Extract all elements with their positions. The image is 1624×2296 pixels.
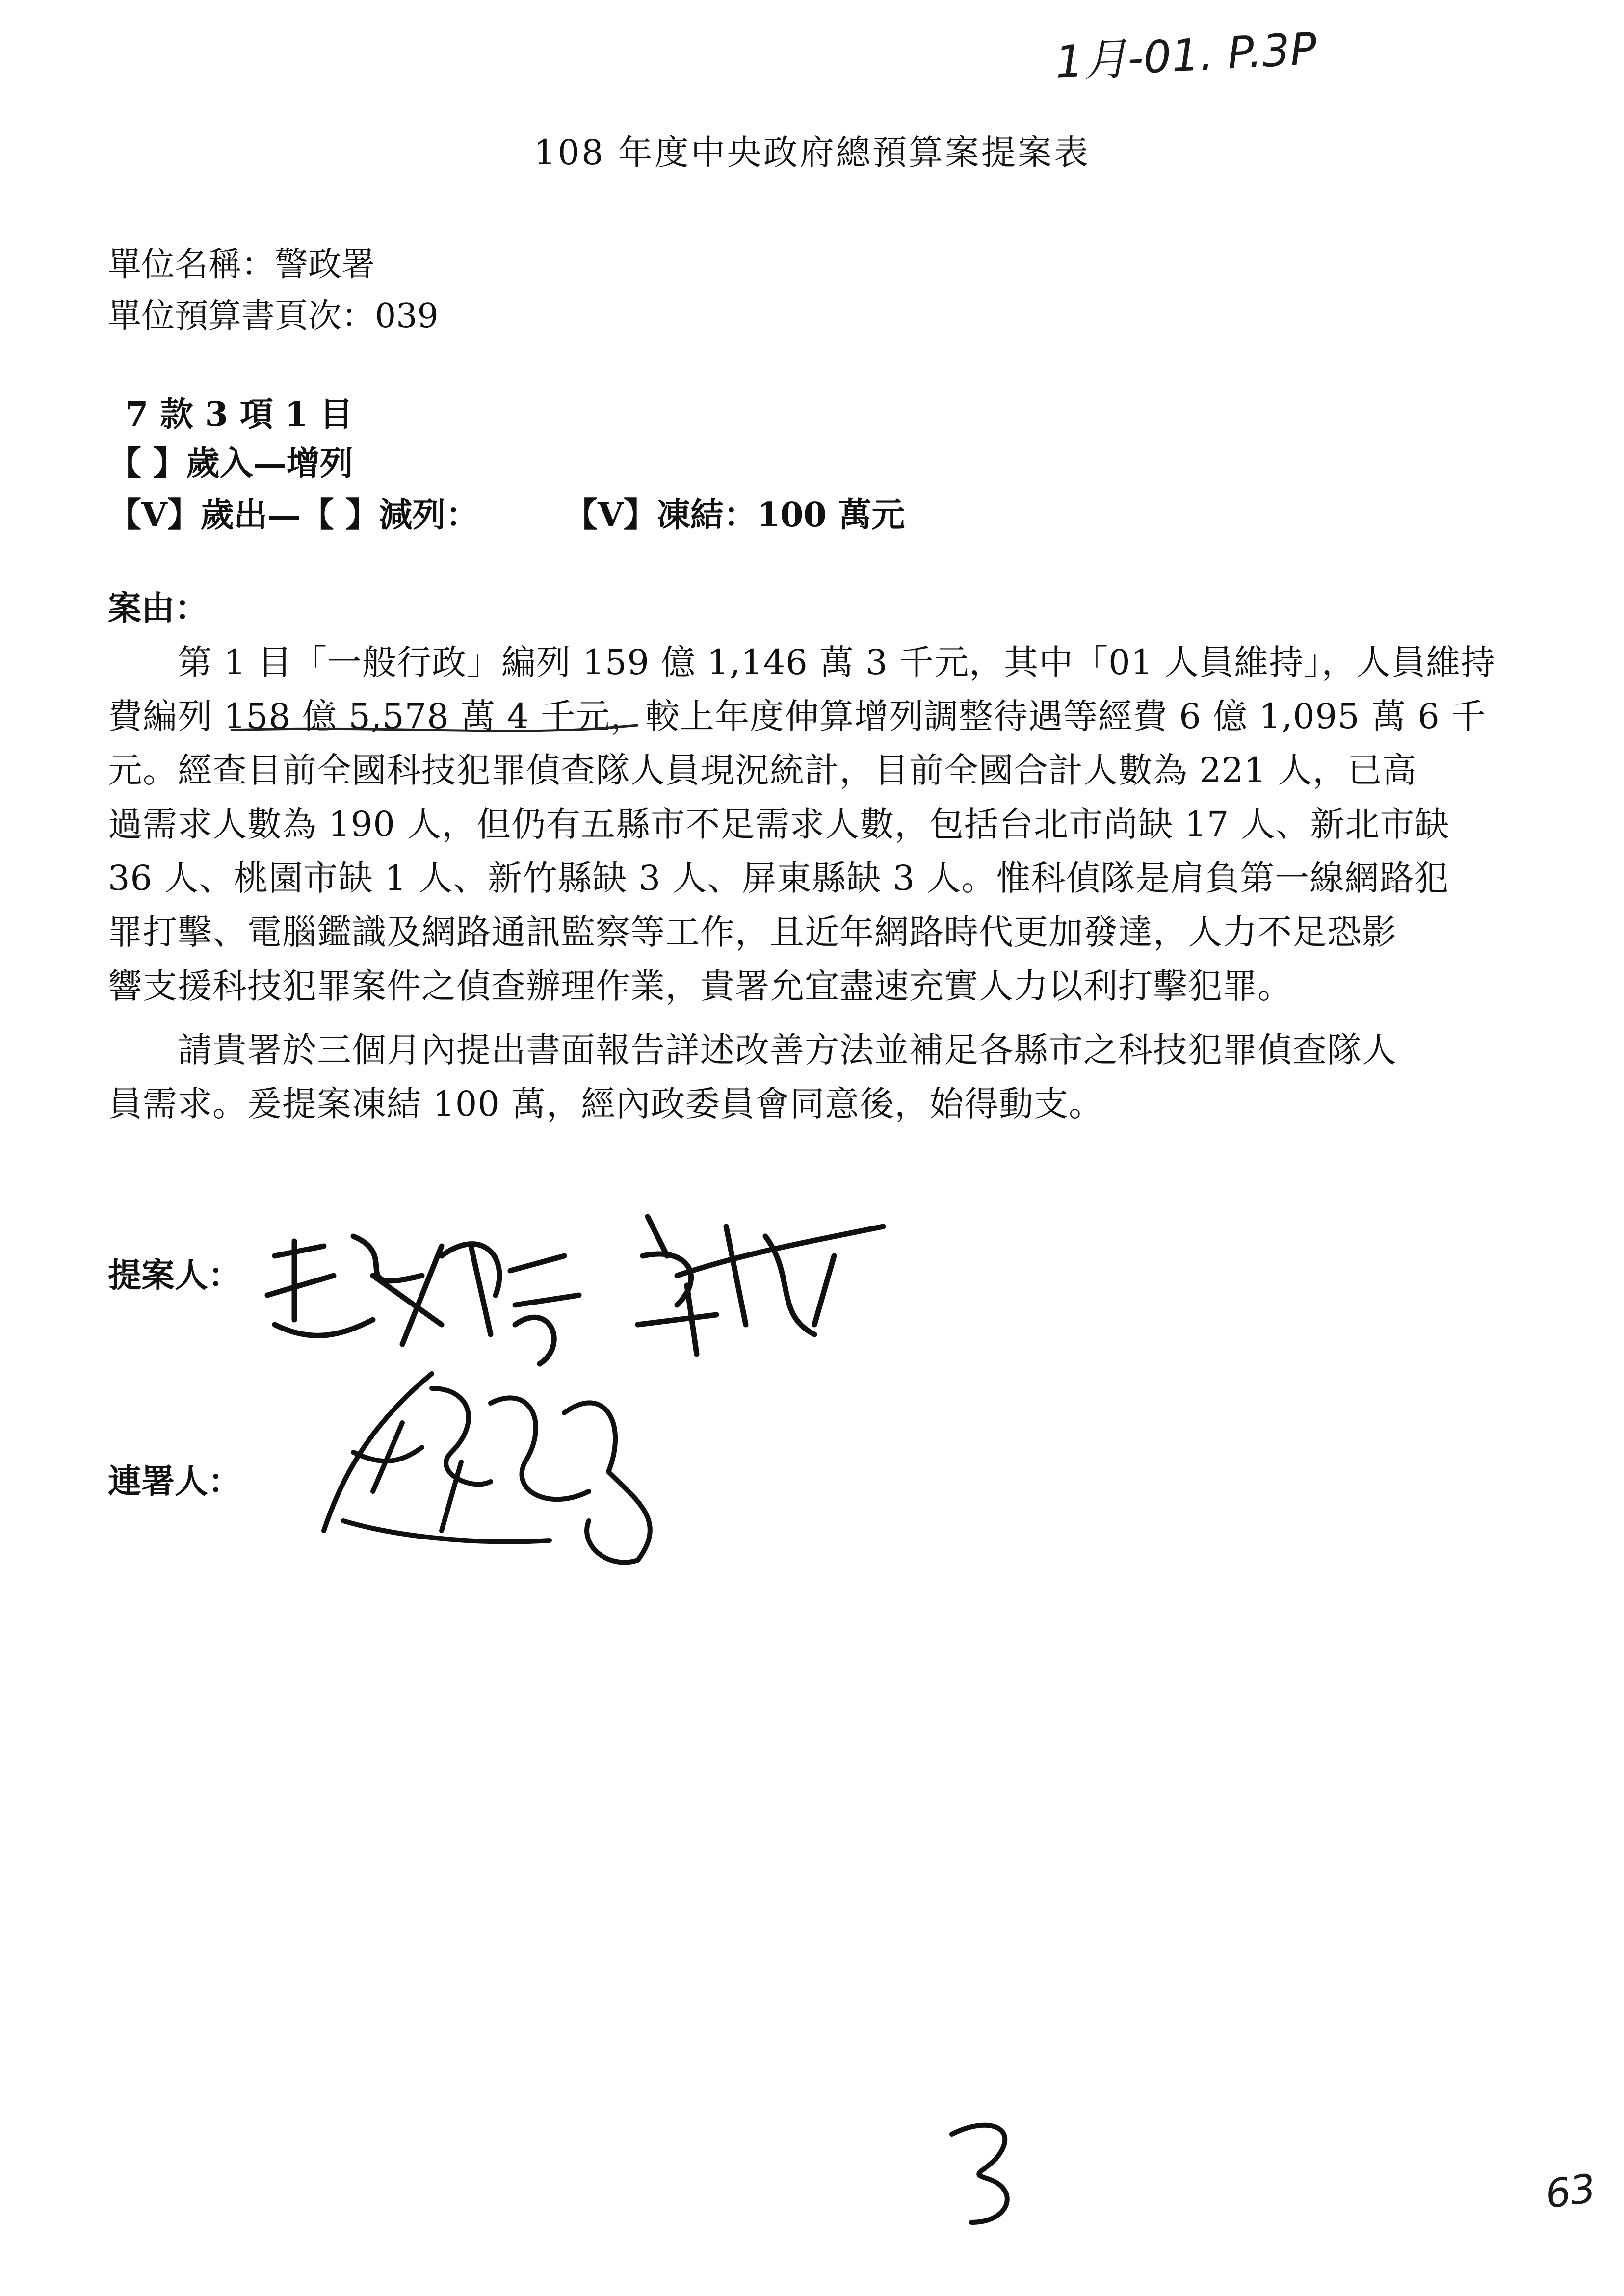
reason-line-9: 員需求。爰提案凍結 100 萬，經內政委員會同意後，始得動支。 [108, 1084, 1104, 1124]
reason-label: 案由： [108, 589, 209, 628]
header-handwritten-note: 1月-01. P.3P [1054, 23, 1318, 88]
expenditure-line: 【V】歲出—【 】減列： [108, 496, 479, 535]
unit-page-line: 單位預算書頁次：039 [108, 297, 439, 336]
page-number-handwritten: 63 [1543, 2165, 1598, 2218]
page-title: 108 年度中央政府總預算案提案表 [534, 132, 1090, 173]
reason-line-5: 36 人、桃園市缺 1 人、新竹縣缺 3 人、屏東縣缺 3 人。惟科偵隊是肩負第一線網路犯 [108, 858, 1449, 898]
reason-line-3: 元。經查目前全國科技犯罪偵查隊人員現況統計，目前全國合計人數為 221 人，已高 [108, 750, 1417, 790]
proposer-label: 提案人： [108, 1256, 242, 1295]
underline-mark [231, 725, 638, 731]
budget-code-line: 7 款 3 項 1 目 [125, 395, 353, 434]
reason-line-4: 過需求人數為 190 人，但仍有五縣市不足需求人數，包括台北市尚缺 17 人、新北市缺 [108, 804, 1450, 844]
reason-line-7: 響支援科技犯罪案件之偵查辦理作業，貴署允宜盡速充實人力以利打擊犯罪。 [108, 966, 1292, 1006]
revenue-line: 【 】歲入—增列 [108, 444, 353, 483]
reason-line-6: 罪打擊、電腦鑑識及網路通訊監察等工作，且近年網路時代更加發達，人力不足恐影 [108, 912, 1397, 952]
cosigner-label: 連署人： [108, 1462, 242, 1501]
freeze-line: 【V】凍結：100 萬元 [564, 496, 905, 535]
reason-line-1: 第 1 目「一般行政」編列 159 億 1,146 萬 3 千元，其中「01 人員維持」，人員維持 [108, 642, 1496, 682]
footer-handwritten-digit-shape [952, 2125, 1007, 2222]
unit-name-line: 單位名稱：警政署 [108, 245, 375, 284]
reason-line-8: 請貴署於三個月內提出書面報告詳述改善方法並補足各縣市之科技犯罪偵查隊人 [108, 1030, 1397, 1070]
reason-line-2: 費編列 158 億 5,578 萬 4 千元，較上年度伸算增列調整待遇等經費 6 億 1,095 萬 6 千 [108, 696, 1487, 736]
proposer-signature [267, 1217, 883, 1364]
cosigner-signature [324, 1374, 650, 1563]
